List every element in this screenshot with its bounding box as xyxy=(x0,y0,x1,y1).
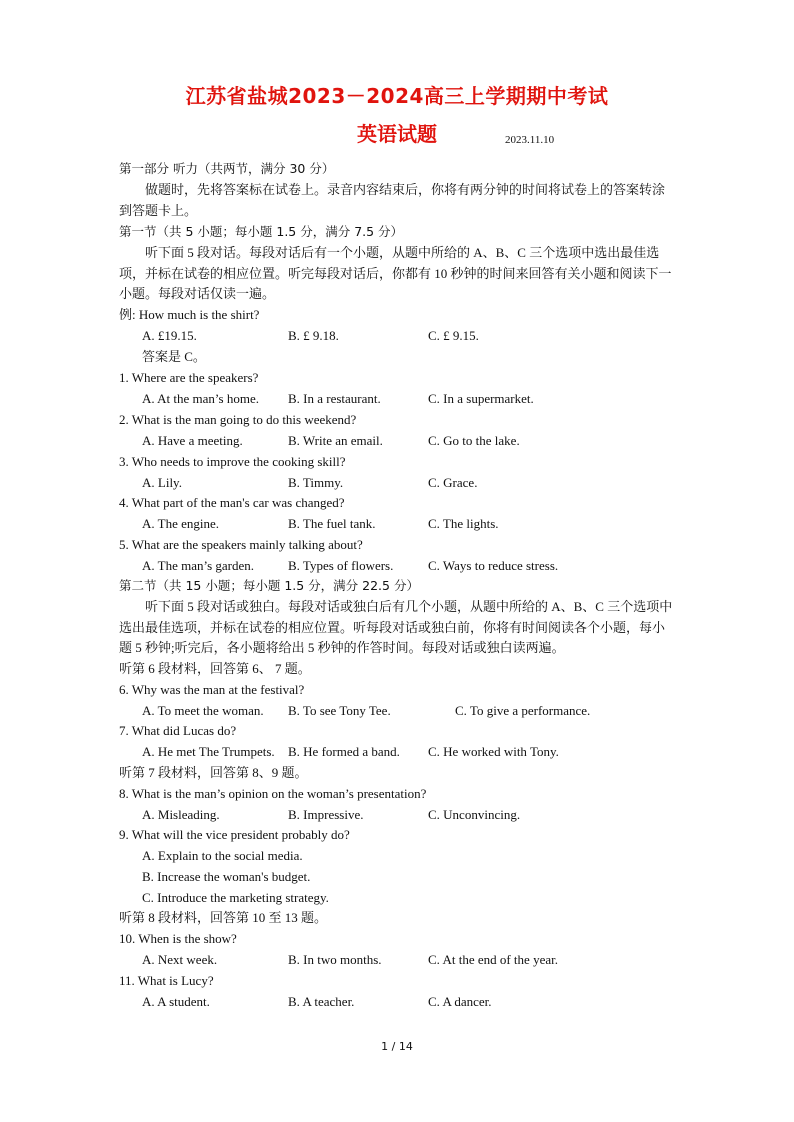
q1-option-c: C. In a supermarket. xyxy=(428,391,534,406)
question-5: 5. What are the speakers mainly talking about? xyxy=(119,537,363,552)
q4-option-a: A. The engine. xyxy=(142,516,220,531)
q10-option-c: C. At the end of the year. xyxy=(428,952,558,967)
q9-option-b: B. Increase the woman's budget. xyxy=(142,869,311,884)
q6-option-c: C. To give a performance. xyxy=(455,703,591,718)
question-10: 10. When is the show? xyxy=(119,931,237,946)
example-option-a: A. £19.15. xyxy=(142,328,197,343)
material-7-note: 听第 7 段材料，回答第 8、9 题。 xyxy=(119,765,308,780)
material-8-note: 听第 8 段材料，回答第 10 至 13 题。 xyxy=(119,910,328,925)
question-3: 3. Who needs to improve the cooking skill? xyxy=(119,454,346,469)
q11-option-c: C. A dancer. xyxy=(428,994,492,1009)
exam-title: 江苏省盐城2023－2024高三上学期期中考试 xyxy=(185,84,609,108)
q5-option-b: B. Types of flowers. xyxy=(288,558,394,573)
q8-option-a: A. Misleading. xyxy=(142,807,220,822)
exam-subtitle: 英语试题 xyxy=(357,122,437,146)
q10-option-a: A. Next week. xyxy=(142,952,218,967)
part1-heading: 第一部分 听力（共两节，满分 30 分） xyxy=(119,161,335,176)
q7-option-a: A. He met The Trumpets. xyxy=(142,744,275,759)
q10-option-b: B. In two months. xyxy=(288,952,382,967)
example-answer: 答案是 C。 xyxy=(142,349,206,364)
q4-option-b: B. The fuel tank. xyxy=(288,516,376,531)
section2-heading: 第二节（共 15 小题；每小题 1.5 分，满分 22.5 分） xyxy=(119,578,419,593)
section1-intro: 听下面 5 段对话。每段对话后有一个小题，从题中所给的 A、B、C 三个选项中选出最佳选项，并标在试卷的相应位置。听完每段对话后，你都有 10 秒钟的时间来回答有关小题和阅读下一小题。每段对话仅读一遍。 xyxy=(119,245,672,302)
q1-option-b: B. In a restaurant. xyxy=(288,391,381,406)
part1-intro: 做题时，先将答案标在试卷上。录音内容结束后，你将有两分钟的时间将试卷上的答案转涂到答题卡上。 xyxy=(119,182,666,218)
example-question: 例: How much is the shirt? xyxy=(119,307,260,322)
page-number: 1 / 14 xyxy=(381,1040,413,1053)
question-9: 9. What will the vice president probably do? xyxy=(119,827,350,842)
q9-option-c: C. Introduce the marketing strategy. xyxy=(142,890,329,905)
exam-date: 2023.11.10 xyxy=(505,134,555,146)
q7-option-b: B. He formed a band. xyxy=(288,744,400,759)
section2-intro: 听下面 5 段对话或独白。每段对话或独白后有几个小题，从题中所给的 A、B、C 三个选项中选出最佳选项，并标在试卷的相应位置。听每段对话或独白前，你将有时间阅读各个小题，每小题 5 秒钟;听完后，各小题将给出 5 秒钟的作答时间。每段对话或独白读两遍。 xyxy=(119,599,673,656)
q6-option-b: B. To see Tony Tee. xyxy=(288,703,391,718)
q3-option-c: C. Grace. xyxy=(428,475,478,490)
q3-option-b: B. Timmy. xyxy=(288,475,344,490)
question-7: 7. What did Lucas do? xyxy=(119,723,237,738)
question-2: 2. What is the man going to do this weekend? xyxy=(119,412,357,427)
example-option-c: C. £ 9.15. xyxy=(428,328,479,343)
material-6-note: 听第 6 段材料，回答第 6、 7 题。 xyxy=(119,661,311,676)
question-1: 1. Where are the speakers? xyxy=(119,370,259,385)
q7-option-c: C. He worked with Tony. xyxy=(428,744,559,759)
q11-option-a: A. A student. xyxy=(142,994,210,1009)
question-11: 11. What is Lucy? xyxy=(119,973,214,988)
q5-option-c: C. Ways to reduce stress. xyxy=(428,558,559,573)
q2-option-c: C. Go to the lake. xyxy=(428,433,520,448)
section1-heading: 第一节（共 5 小题；每小题 1.5 分，满分 7.5 分） xyxy=(119,224,404,239)
q1-option-a: A. At the man’s home. xyxy=(142,391,259,406)
question-8: 8. What is the man’s opinion on the woman’s presentation? xyxy=(119,786,427,801)
q8-option-c: C. Unconvincing. xyxy=(428,807,521,822)
q4-option-c: C. The lights. xyxy=(428,516,499,531)
q6-option-a: A. To meet the woman. xyxy=(142,703,264,718)
q9-option-a: A. Explain to the social media. xyxy=(142,848,303,863)
q8-option-b: B. Impressive. xyxy=(288,807,364,822)
q11-option-b: B. A teacher. xyxy=(288,994,355,1009)
q5-option-a: A. The man’s garden. xyxy=(142,558,255,573)
question-4: 4. What part of the man's car was changed? xyxy=(119,495,345,510)
question-6: 6. Why was the man at the festival? xyxy=(119,682,305,697)
q2-option-a: A. Have a meeting. xyxy=(142,433,243,448)
example-option-b: B. £ 9.18. xyxy=(288,328,339,343)
q3-option-a: A. Lily. xyxy=(142,475,182,490)
q2-option-b: B. Write an email. xyxy=(288,433,383,448)
